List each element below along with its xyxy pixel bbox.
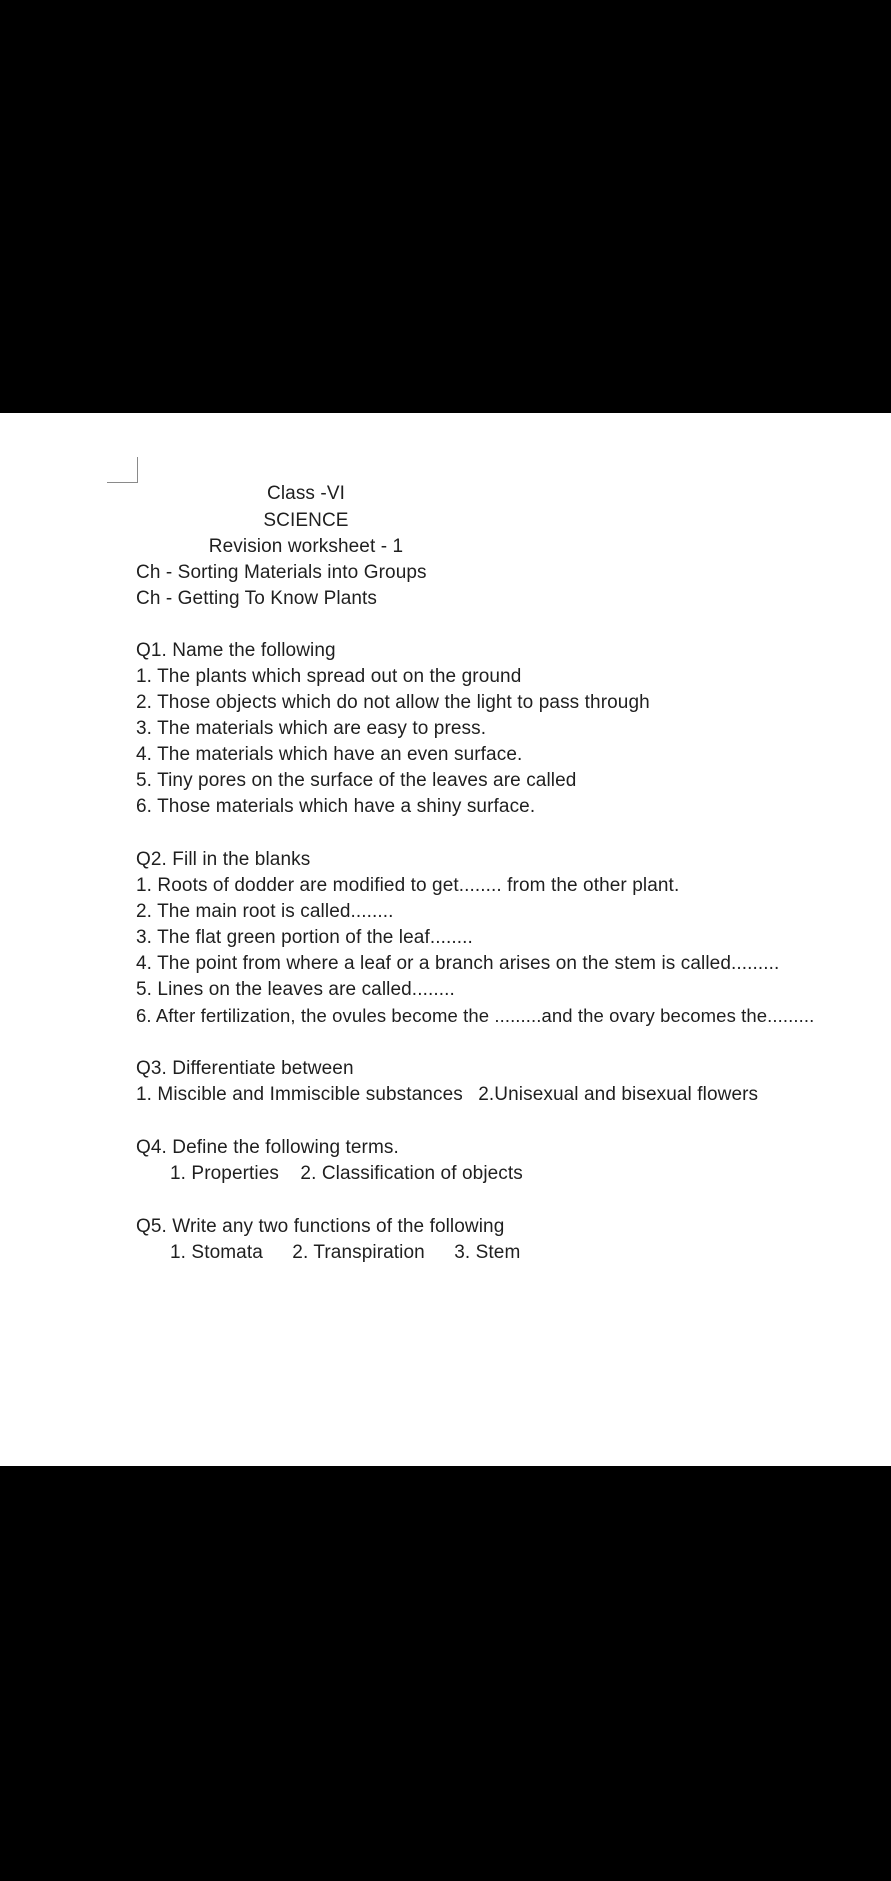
- question-title: Q3. Differentiate between: [136, 1058, 354, 1079]
- list-item-part: 2. Classification of objects: [300, 1163, 523, 1184]
- list-item: 3. The materials which are easy to press.: [136, 718, 487, 739]
- class-label: Class -VI: [267, 483, 345, 504]
- list-item-part: 1. Properties: [170, 1163, 280, 1184]
- chapter-line: Ch - Getting To Know Plants: [136, 588, 378, 609]
- list-item: [136, 1084, 758, 1106]
- list-item: 3. The flat green portion of the leaf........: [136, 927, 473, 948]
- list-item: 6. Those materials which have a shiny surface.: [136, 796, 536, 817]
- list-item-part: 3. Stem: [454, 1242, 521, 1263]
- question-title: Q2. Fill in the blanks: [136, 849, 311, 870]
- list-item: 4. The point from where a leaf or a branch arises on the stem is called.........: [136, 953, 780, 974]
- list-item: 1. The plants which spread out on the ground: [136, 666, 522, 687]
- question-title: Q1. Name the following: [136, 640, 336, 661]
- list-item-part: 1. Miscible and Immiscible substances: [136, 1084, 463, 1105]
- list-item: [170, 1163, 523, 1185]
- question-title: Q4. Define the following terms.: [136, 1137, 399, 1158]
- worksheet-title: Revision worksheet - 1: [208, 536, 404, 557]
- list-item-part: 2.Unisexual and bisexual flowers: [478, 1084, 759, 1105]
- list-item: 5. Tiny pores on the surface of the leaves are called: [136, 770, 577, 791]
- chapter-line: Ch - Sorting Materials into Groups: [136, 562, 427, 583]
- list-item: 1. Roots of dodder are modified to get........ from the other plant.: [136, 875, 680, 896]
- list-item: 4. The materials which have an even surface.: [136, 744, 523, 765]
- list-item-part: 1. Stomata: [170, 1242, 263, 1263]
- list-item: 5. Lines on the leaves are called........: [136, 979, 455, 1000]
- list-item: [170, 1242, 520, 1264]
- worksheet-page: [0, 413, 891, 1466]
- list-item: 2. The main root is called........: [136, 901, 394, 922]
- question-title: Q5. Write any two functions of the following: [136, 1216, 505, 1237]
- list-item: 6. After fertilization, the ovules become the .........and the ovary becomes the.........: [136, 1005, 815, 1026]
- list-item: 2. Those objects which do not allow the light to pass through: [136, 692, 650, 713]
- page-corner-mark: [107, 457, 138, 483]
- list-item-part: 2. Transpiration: [292, 1242, 425, 1263]
- subject-title: SCIENCE: [263, 510, 349, 531]
